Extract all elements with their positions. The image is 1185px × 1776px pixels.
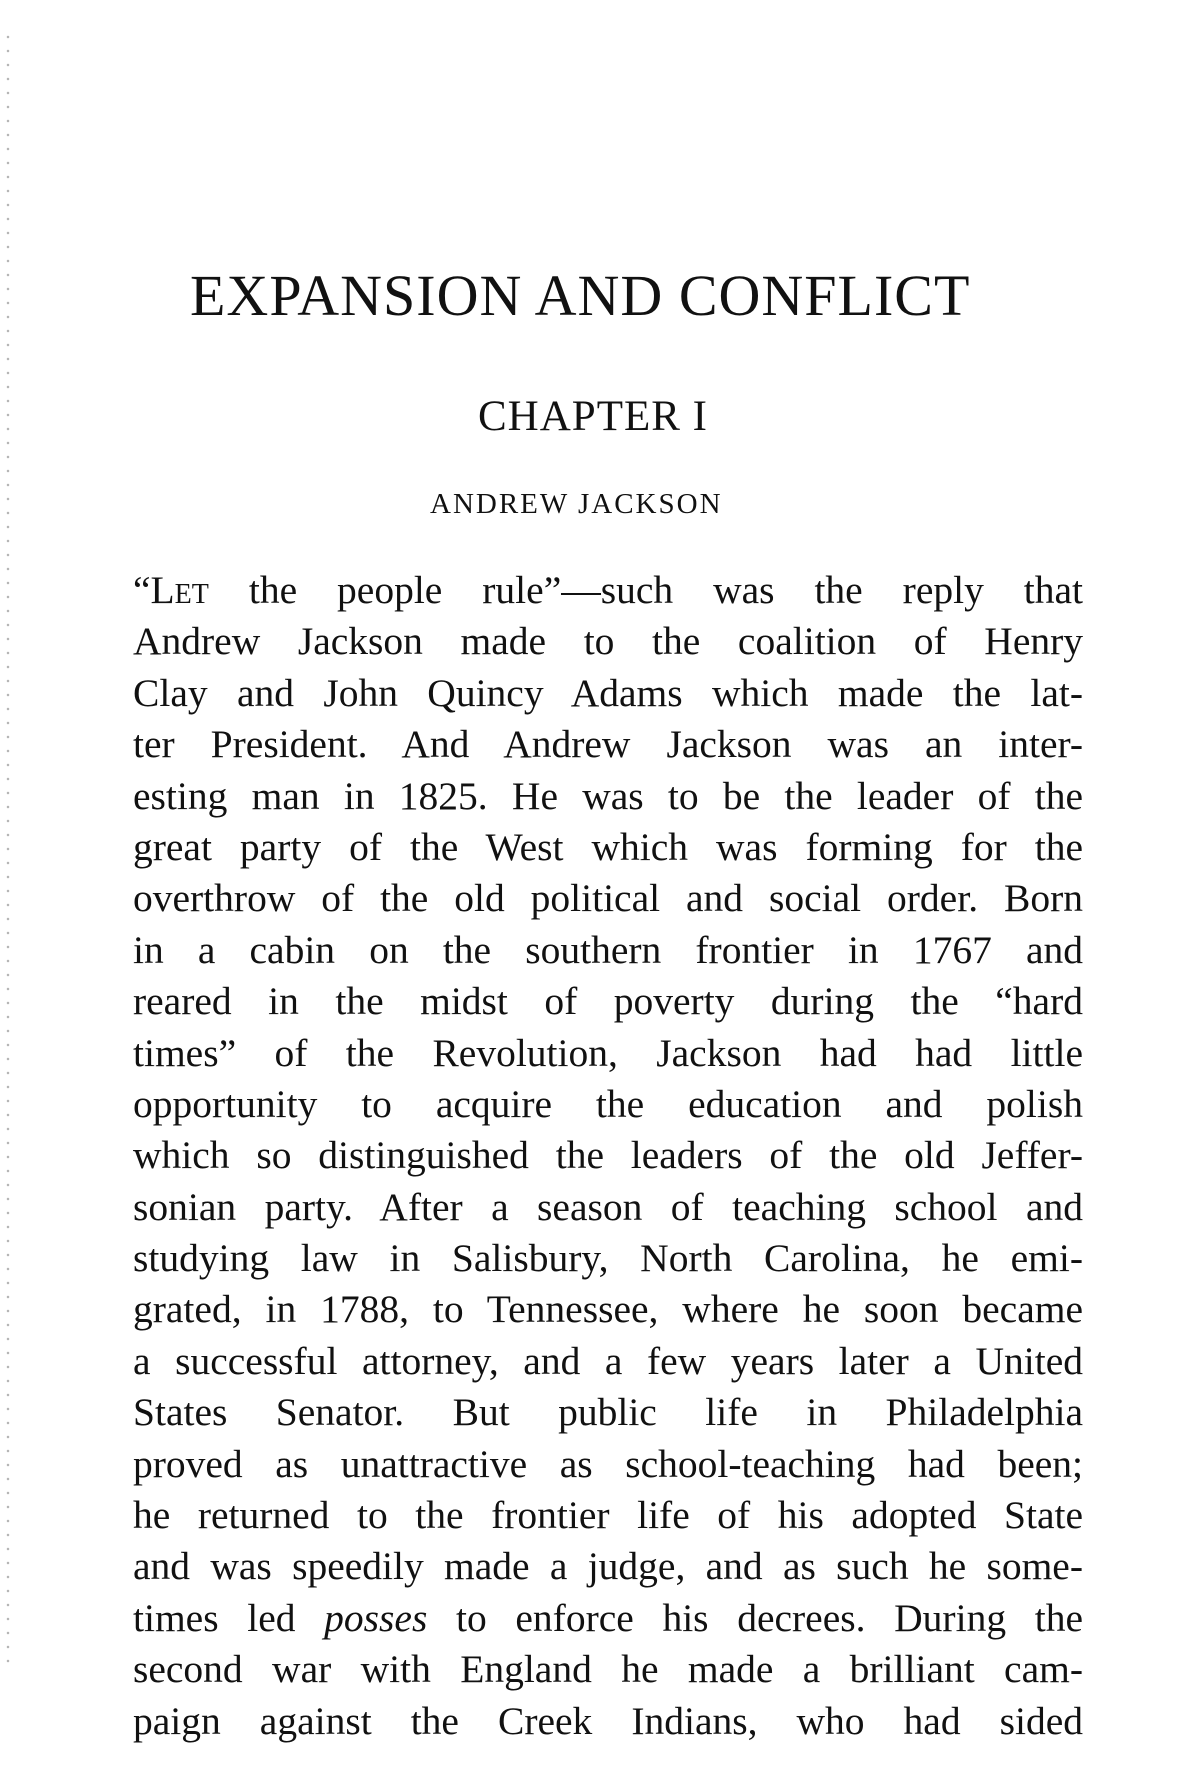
text-line: in a cabin on the southern frontier in 1767 and bbox=[133, 927, 1083, 972]
text-line: paign against the Creek Indians, who had sided bbox=[133, 1698, 1083, 1743]
text-line: reared in the midst of poverty during the “hard bbox=[133, 979, 1083, 1024]
book-title: EXPANSION AND CONFLICT bbox=[190, 263, 971, 328]
chapter-title: ANDREW JACKSON bbox=[430, 488, 723, 520]
text-line: studying law in Salisbury, North Carolina, he emi- bbox=[133, 1236, 1083, 1281]
text-line: a successful attorney, and a few years later a United bbox=[133, 1338, 1083, 1383]
text-line: grated, in 1788, to Tennessee, where he soon became bbox=[133, 1287, 1083, 1332]
text-line: sonian party. After a season of teaching school and bbox=[133, 1184, 1083, 1229]
text-line: Clay and John Quincy Adams which made the lat- bbox=[133, 670, 1083, 715]
scan-edge bbox=[6, 30, 10, 1670]
text-line: opportunity to acquire the education and polish bbox=[133, 1081, 1083, 1126]
chapter-heading: CHAPTER I bbox=[478, 393, 708, 440]
text-line: Andrew Jackson made to the coalition of Henry bbox=[133, 619, 1083, 664]
text-line: times” of the Revolution, Jackson had had little bbox=[133, 1030, 1083, 1075]
text-line: esting man in 1825. He was to be the leader of the bbox=[133, 773, 1083, 818]
text-line bbox=[133, 565, 1083, 616]
text-line: overthrow of the old political and social order. Born bbox=[133, 876, 1083, 921]
text-line: proved as unattractive as school-teaching had been; bbox=[133, 1441, 1083, 1486]
text-line: and was speedily made a judge, and as such he some- bbox=[133, 1544, 1083, 1589]
line-start: times led bbox=[133, 1595, 325, 1640]
body-text bbox=[133, 565, 1083, 1747]
text-line bbox=[133, 1593, 1083, 1644]
italic-word: posses bbox=[324, 1595, 428, 1640]
text-line: ter President. And Andrew Jackson was an inter- bbox=[133, 722, 1083, 767]
line-rest: the people rule”—such was the reply that bbox=[208, 568, 1083, 612]
text-line: second war with England he made a brilliant cam- bbox=[133, 1647, 1083, 1692]
text-line: States Senator. But public life in Philadelphia bbox=[133, 1390, 1083, 1435]
text-line: great party of the West which was forming for the bbox=[133, 824, 1083, 869]
text-line: he returned to the frontier life of his adopted State bbox=[133, 1493, 1083, 1538]
line-end: to enforce his decrees. During the bbox=[427, 1595, 1083, 1640]
small-caps-word: Let bbox=[150, 568, 209, 612]
open-quote: “ bbox=[133, 568, 151, 612]
text-line: which so distinguished the leaders of the old Jeffer- bbox=[133, 1133, 1083, 1178]
